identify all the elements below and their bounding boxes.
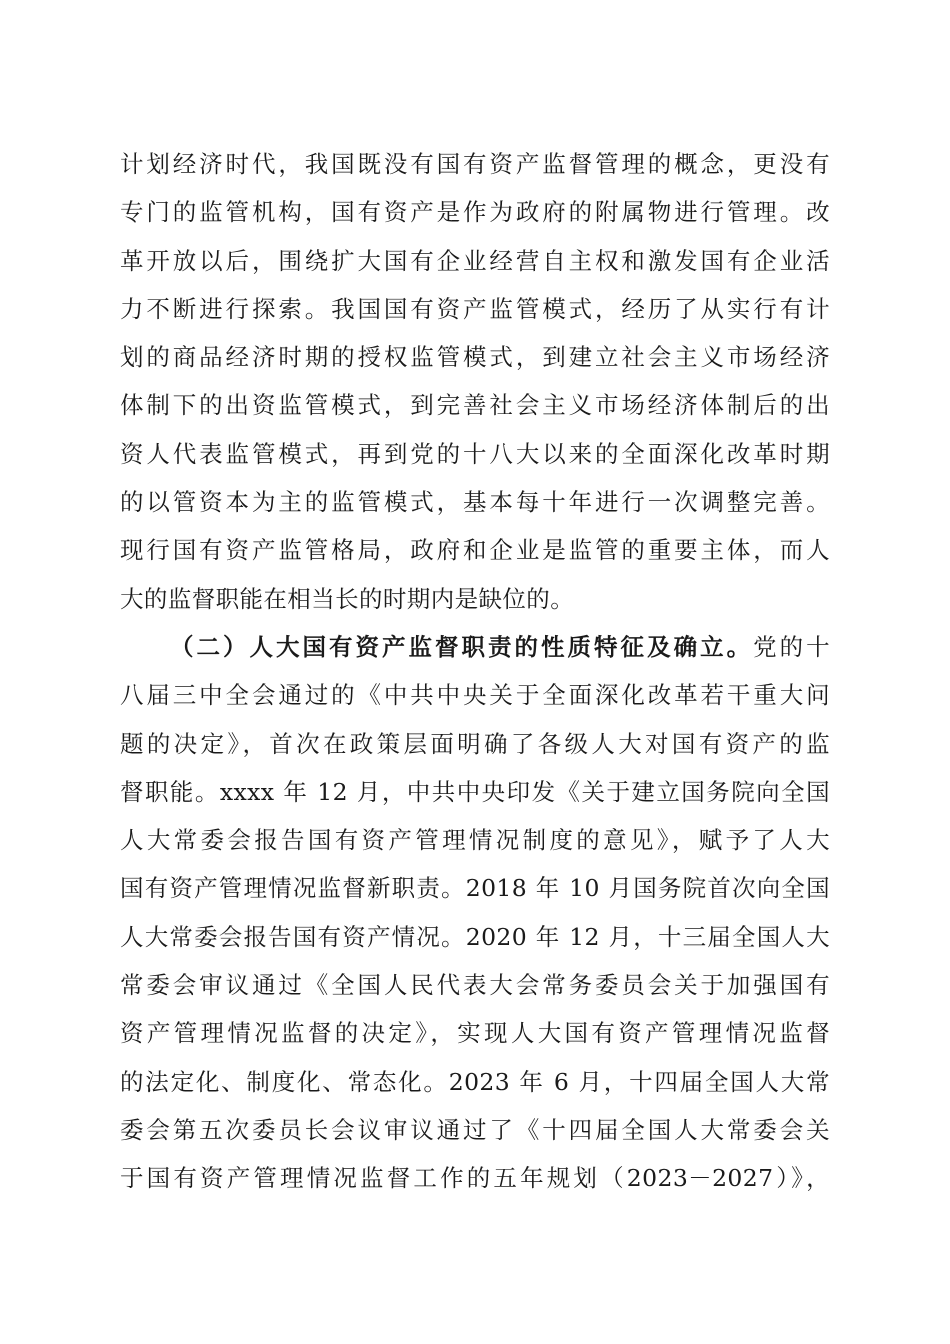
text-line: 八届三中全会通过的《中共中央关于全面深化改革若干重大问 — [120, 681, 830, 710]
text-line: 人大常委会报告国有资产情况。2020 年 12 月，十三届全国人大 — [120, 922, 830, 951]
text-line: 的以管资本为主的监管模式，基本每十年进行一次调整完善。 — [120, 488, 830, 517]
text-line: 体制下的出资监管模式，到完善社会主义市场经济体制后的出 — [120, 391, 830, 420]
text-line: 委会第五次委员长会议审议通过了《十四届全国人大常委会关 — [120, 1115, 830, 1144]
text-line: 于国有资产管理情况监督工作的五年规划（2023－2027）》， — [120, 1164, 830, 1193]
text-line: 革开放以后，围绕扩大国有企业经营自主权和激发国有企业活 — [120, 246, 830, 275]
text-line: 力不断进行探索。我国国有资产监管模式，经历了从实行有计 — [120, 294, 830, 323]
text-line: 人大常委会报告国有资产管理情况制度的意见》，赋予了人大 — [120, 826, 830, 855]
text-line: 督职能。xxxx 年 12 月，中共中央印发《关于建立国务院向全国 — [120, 777, 830, 806]
text-line: 常委会审议通过《全国人民代表大会常务委员会关于加强国有 — [120, 971, 830, 1000]
text-line: 现行国有资产监管格局，政府和企业是监管的重要主体，而人 — [120, 536, 830, 565]
text-fragment: 党的十 — [753, 632, 830, 661]
text-line: 的法定化、制度化、常态化。2023 年 6 月，十四届全国人大常 — [120, 1067, 830, 1096]
text-line: 资产管理情况监督的决定》，实现人大国有资产管理情况监督 — [120, 1019, 830, 1048]
section-heading-line — [120, 623, 830, 671]
text-line: 大的监督职能在相当长的时期内是缺位的。 — [120, 584, 575, 613]
body-text — [120, 140, 830, 1203]
text-line: 国有资产管理情况监督新职责。2018 年 10 月国务院首次向全国 — [120, 874, 830, 903]
text-line: 专门的监管机构，国有资产是作为政府的附属物进行管理。改 — [120, 198, 830, 227]
text-line: 划的商品经济时期的授权监管模式，到建立社会主义市场经济 — [120, 343, 830, 372]
text-line: 计划经济时代，我国既没有国有资产监督管理的概念，更没有 — [120, 150, 830, 178]
section-heading: （二）人大国有资产监督职责的性质特征及确立。 — [170, 632, 754, 661]
text-line: 资人代表监管模式，再到党的十八大以来的全面深化改革时期 — [120, 439, 830, 468]
text-line: 题的决定》，首次在政策层面明确了各级人大对国有资产的监 — [120, 729, 830, 758]
